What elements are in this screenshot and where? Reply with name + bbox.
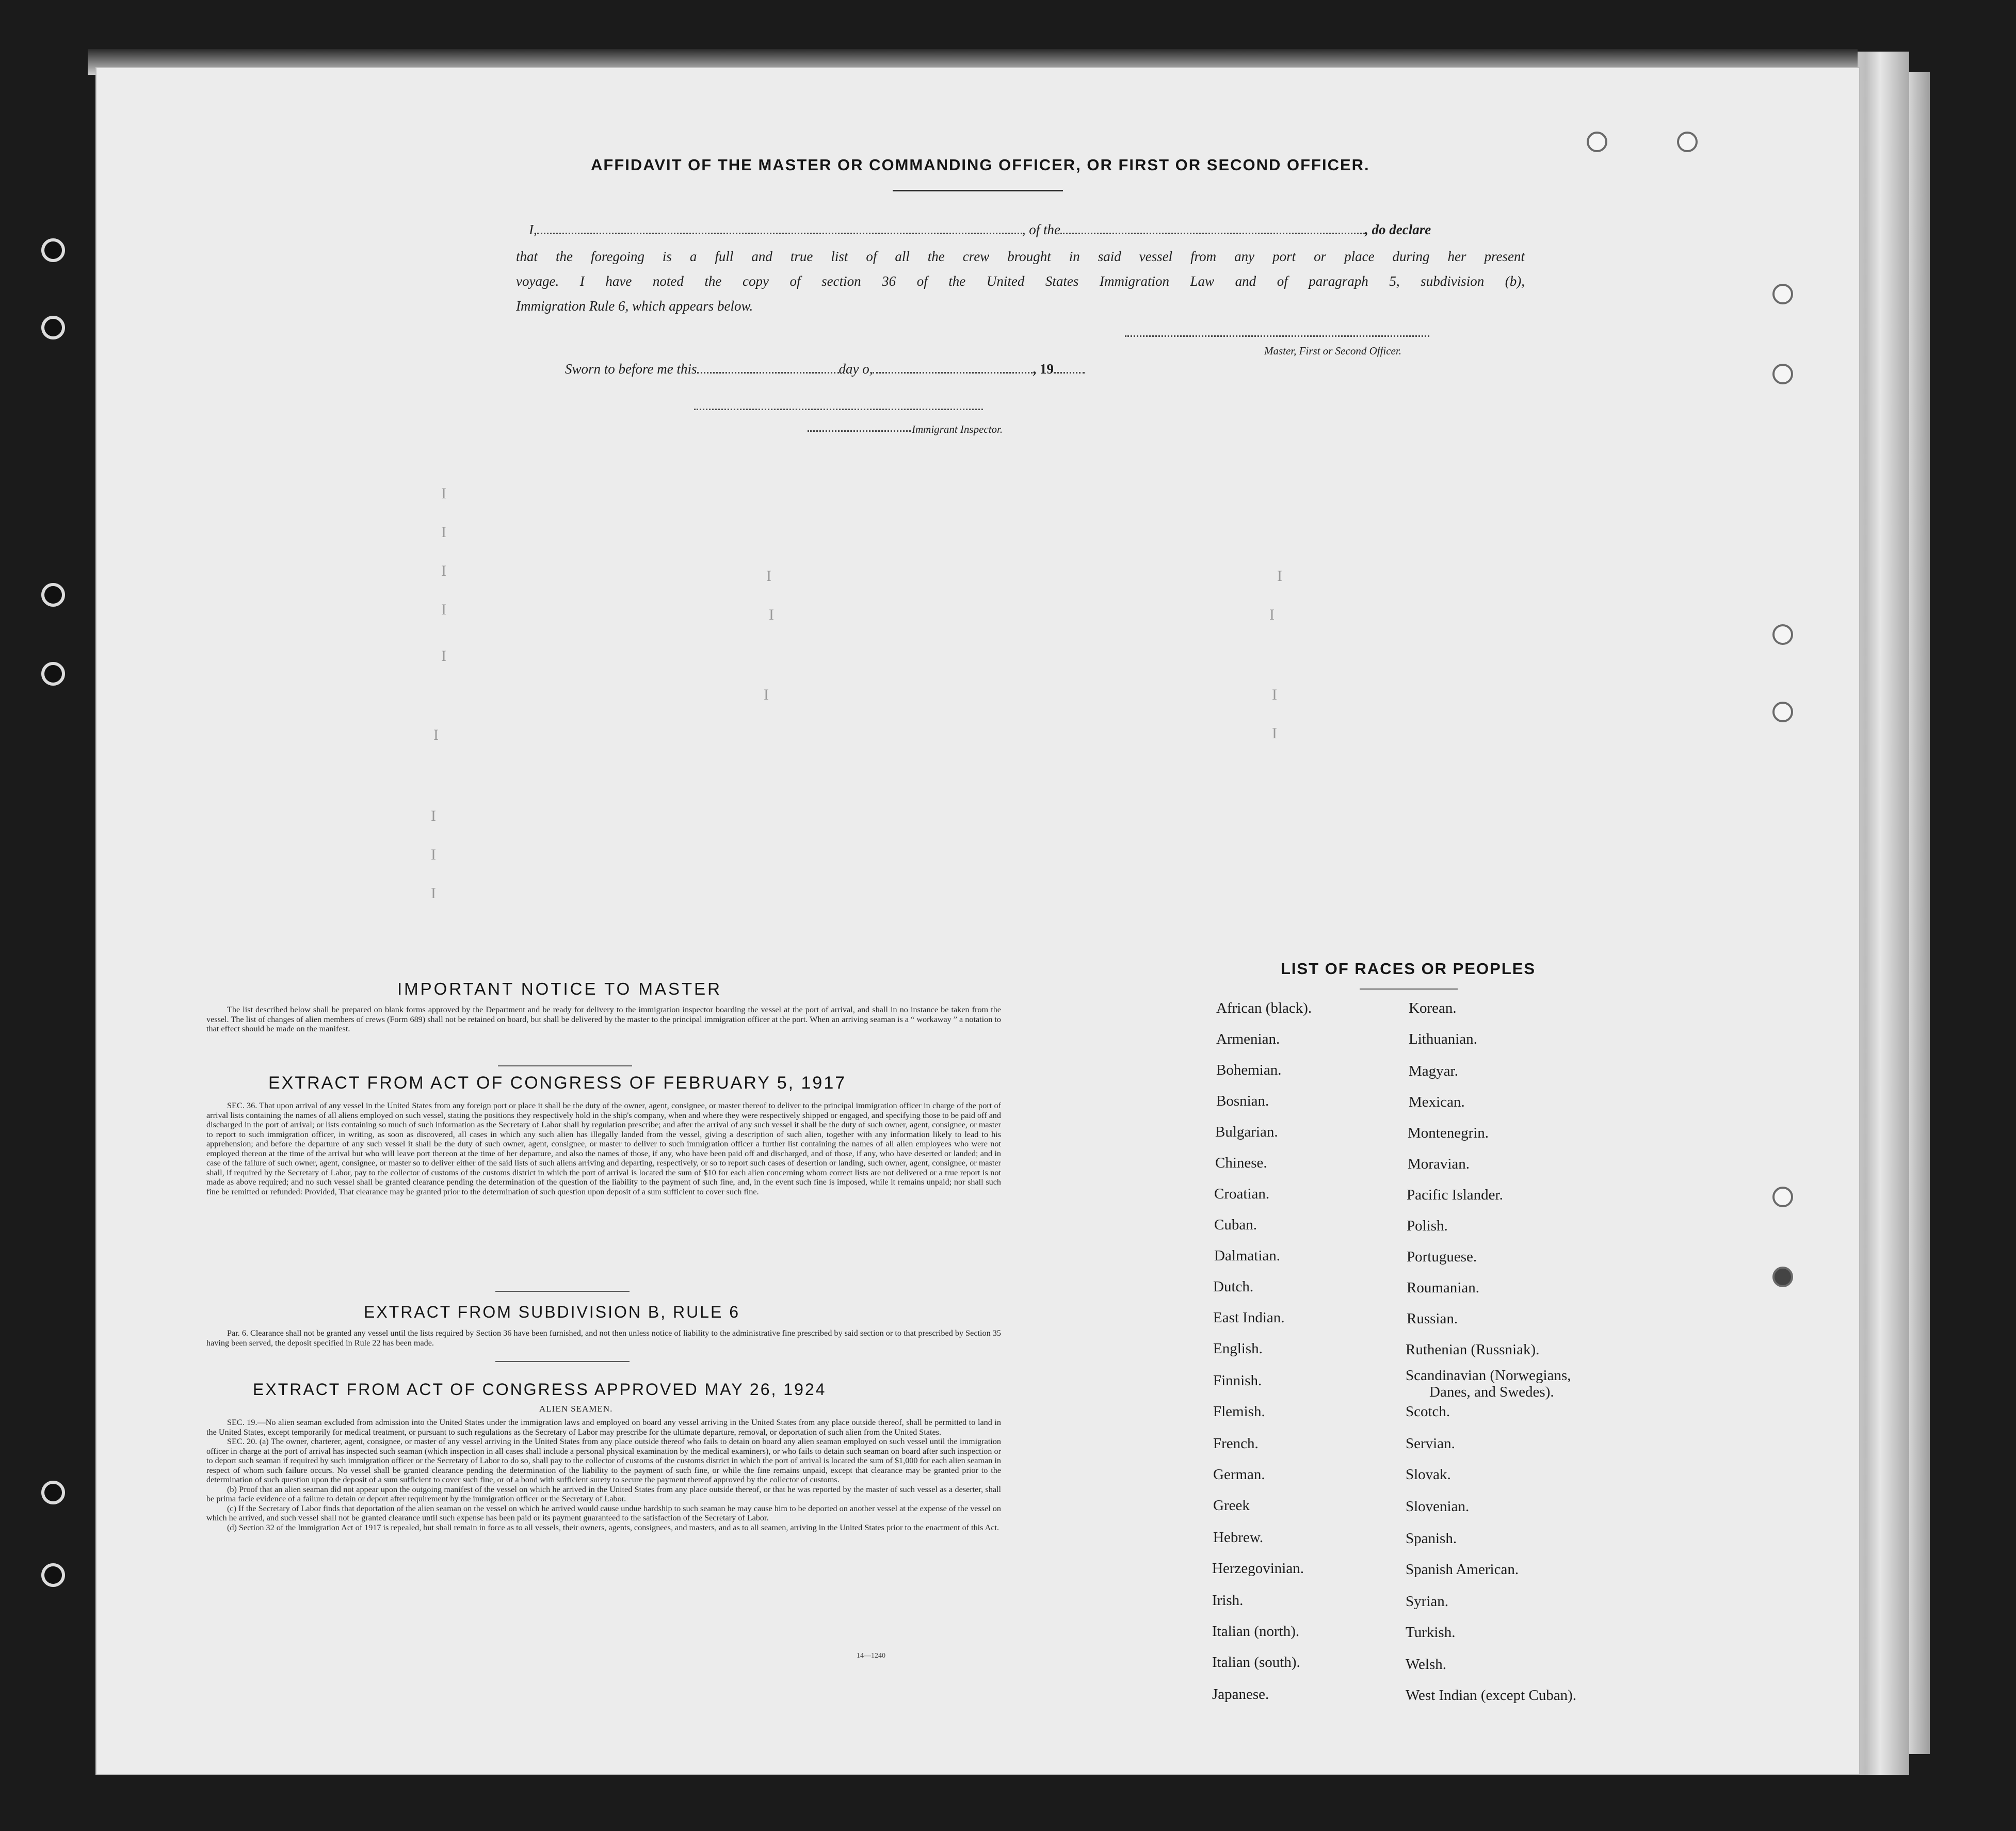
race-item: Welsh. xyxy=(1406,1656,1447,1673)
race-item: Pacific Islander. xyxy=(1407,1187,1503,1203)
race-item: French. xyxy=(1213,1435,1259,1452)
alien-seamen-subtitle: ALIEN SEAMEN. xyxy=(539,1404,613,1414)
race-item: Dutch. xyxy=(1213,1278,1254,1295)
binder-hole xyxy=(41,316,65,339)
race-item: Polish. xyxy=(1407,1218,1448,1234)
inspector-label: Immigrant Inspector. xyxy=(912,423,1003,435)
races-underline xyxy=(1360,989,1458,990)
affidavit-title: AFFIDAVIT OF THE MASTER OR COMMANDING OFFICER, OR FIRST OR SECOND OFFICER. xyxy=(591,156,1370,174)
race-item: Bohemian. xyxy=(1216,1062,1282,1078)
race-item: Chinese. xyxy=(1215,1155,1267,1171)
race-item: East Indian. xyxy=(1213,1309,1285,1326)
ghost-mark: I xyxy=(431,885,436,902)
race-item: African (black). xyxy=(1216,1000,1312,1016)
sec-19-paragraph: SEC. 19.—No alien seaman excluded from admission into the United States under the immigration laws and employed on board any vessel arriving in the United States from any place outside thereof, shall be permitted to land in the United States, except temporarily for medical treatment, or pursuant to such regulations as the Secretary of Labor may prescribe for the ultimate departure, removal, or deportation of such alien from the United States. xyxy=(206,1418,1001,1437)
punch-hole xyxy=(1772,1267,1793,1287)
binder-hole xyxy=(41,238,65,262)
punch-hole xyxy=(1772,624,1793,645)
race-item: Hebrew. xyxy=(1213,1529,1264,1546)
race-item: Japanese. xyxy=(1212,1686,1269,1703)
binder-hole xyxy=(41,1563,65,1587)
race-item: Italian (south). xyxy=(1212,1654,1300,1671)
sworn-day: day o, xyxy=(838,361,873,377)
ghost-mark: I xyxy=(441,601,446,618)
sec-20a-paragraph: SEC. 20. (a) The owner, charterer, agent, consignee, or master of any vessel arriving in the United States from any place outside thereof who fails to detain on board any alien seaman employed on such vessel until the immigration officer in charge at the port of arrival has inspected such seaman (which inspection in all cases shall include a personal physical examination by the medical examiners), or who fails to detain such seaman on board after such inspection or to deport such seaman if required by such immigration officer or the Secretary of Labor to do so, shall pay to the collector of customs of the customs district in which the port of arrival is located the sum of $1,000 for each alien seaman in respect of whom such failure occurs. No vessel shall be granted clearance pending the determination of the liability to the payment of such fine, or while the fine remains unpaid, except that clearance may be granted prior to the determination of such question upon the deposit of a sum sufficient to cover such fine, or of a bond with sufficient surety to secure the payment thereof approved by the collector of customs. xyxy=(206,1437,1001,1484)
race-item: Croatian. xyxy=(1214,1186,1270,1202)
ghost-mark: I xyxy=(431,846,436,863)
extract-rule6-title: EXTRACT FROM SUBDIVISION B, RULE 6 xyxy=(364,1303,740,1321)
punch-hole xyxy=(1587,132,1607,152)
punch-hole xyxy=(1772,284,1793,304)
ghost-mark: I xyxy=(766,568,771,585)
ghost-mark: I xyxy=(441,485,446,502)
ghost-mark: I xyxy=(441,647,446,665)
race-item: Roumanian. xyxy=(1407,1279,1479,1296)
ghost-mark: I xyxy=(1277,568,1282,585)
divider xyxy=(498,1065,632,1066)
extract-1917-title: EXTRACT FROM ACT OF CONGRESS OF FEBRUARY 5, 1917 xyxy=(268,1073,847,1093)
race-item: Syrian. xyxy=(1406,1593,1448,1610)
affidavit-of-the: , of the xyxy=(1022,222,1060,237)
binder-hole xyxy=(41,662,65,686)
affidavit-line-4: Immigration Rule 6, which appears below. xyxy=(516,298,753,314)
race-item: Slovenian. xyxy=(1406,1498,1470,1515)
extract-1924-text xyxy=(206,1418,1001,1532)
ghost-mark: I xyxy=(764,686,769,703)
race-item: Irish. xyxy=(1212,1592,1244,1609)
race-item: German. xyxy=(1213,1466,1265,1483)
race-item: Finnish. xyxy=(1213,1372,1262,1389)
race-item: Ruthenian (Russniak). xyxy=(1406,1341,1540,1358)
race-item: Dalmatian. xyxy=(1214,1247,1281,1264)
race-item: Italian (north). xyxy=(1212,1623,1300,1640)
punch-hole xyxy=(1677,132,1698,152)
race-item: Cuban. xyxy=(1214,1217,1257,1233)
notice-paragraph: The list described below shall be prepared on blank forms approved by the Department and be ready for delivery to the immigration inspector boarding the vessel at the port of arrival, and shall in no instance be taken from the vessel. The list of changes of alien members of crews (Form 689) shall not be retained on board, but shall be delivered by the master to the principal immigration officer at the port. When an arriving seaman is a “ workaway ” a notation to that effect should be made on the manifest. xyxy=(206,1005,1001,1033)
affidavit-line-2: that the foregoing is a full and true list of all the crew brought in said vessel from any port or place during her present xyxy=(516,249,1525,264)
race-item: Armenian. xyxy=(1216,1031,1280,1047)
ghost-mark: I xyxy=(769,606,774,623)
race-item: Slovak. xyxy=(1406,1466,1451,1483)
binder-hole xyxy=(41,1481,65,1504)
ghost-mark: I xyxy=(433,726,439,743)
ghost-mark: I xyxy=(1269,606,1275,623)
race-item: Flemish. xyxy=(1213,1403,1265,1420)
punch-hole xyxy=(1772,702,1793,722)
ghost-mark: I xyxy=(1272,686,1277,703)
sec-20b-paragraph: (b) Proof that an alien seaman did not appear upon the outgoing manifest of the vessel on which he arrived in the United States from any place outside thereof, or that he was reported by the master of such vessel as a deserter, shall be prima facie evidence of a failure to detain or deport after requirement by the immigration officer or the Secretary of Labor. xyxy=(206,1484,1001,1503)
race-item: Bulgarian. xyxy=(1215,1124,1278,1140)
divider xyxy=(495,1361,630,1362)
affidavit-do-declare: , do declare xyxy=(1365,222,1431,237)
race-item: Russian. xyxy=(1407,1310,1458,1327)
race-item: Spanish. xyxy=(1406,1530,1457,1547)
sec-20d-paragraph: (d) Section 32 of the Immigration Act of 1917 is repealed, but shall remain in force as to all vessels, their owners, agents, consignees, and masters, and as to all seamen, arriving in the United States prior to the enactment of this Act. xyxy=(227,1522,999,1532)
race-item: Spanish American. xyxy=(1406,1561,1519,1578)
title-underline xyxy=(893,190,1063,191)
race-item: English. xyxy=(1213,1340,1263,1357)
race-item: Lithuanian. xyxy=(1409,1031,1477,1047)
extract-1917-text xyxy=(206,1101,1001,1196)
extract-1924-title: EXTRACT FROM ACT OF CONGRESS APPROVED MAY 26, 1924 xyxy=(253,1380,827,1399)
race-item: Servian. xyxy=(1406,1435,1455,1452)
ghost-mark: I xyxy=(441,524,446,541)
extract-rule6-text xyxy=(206,1328,1001,1348)
race-item: West Indian (except Cuban). xyxy=(1406,1687,1577,1704)
inspector-dots xyxy=(808,430,911,432)
race-item: Korean. xyxy=(1409,1000,1457,1016)
affidavit-i: I, xyxy=(529,222,537,237)
form-number: 14—1240 xyxy=(857,1652,885,1660)
punch-hole xyxy=(1772,1187,1793,1207)
affidavit-line-3: voyage. I have noted the copy of section 36 of the United States Immigration Law and of paragraph 5, subdivision (b), xyxy=(516,273,1525,289)
sworn-year: , 19 xyxy=(1033,361,1054,377)
race-item: Magyar. xyxy=(1409,1063,1458,1079)
notice-title: IMPORTANT NOTICE TO MASTER xyxy=(397,979,722,998)
race-item: Turkish. xyxy=(1406,1624,1456,1641)
extract-rule6-paragraph: Par. 6. Clearance shall not be granted any vessel until the lists required by Section 36 have been furnished, and not then unless notice of liability to the administrative fine prescribed by said section or to that prescribed by Section 35 having been served, the deposit specified in Rule 22 has been made. xyxy=(206,1328,1001,1348)
ghost-mark: I xyxy=(431,807,436,824)
signature-label: Master, First or Second Officer. xyxy=(1264,345,1401,357)
race-item: Bosnian. xyxy=(1216,1093,1269,1109)
race-item: Danes, and Swedes). xyxy=(1429,1384,1554,1400)
sworn-text: Sworn to before me this xyxy=(565,361,697,377)
sworn-line xyxy=(565,361,1085,377)
race-item: Portuguese. xyxy=(1407,1249,1477,1265)
race-item: Scotch. xyxy=(1406,1403,1450,1420)
race-item: Scandinavian (Norwegians, xyxy=(1406,1367,1571,1384)
race-item: Greek xyxy=(1213,1497,1250,1514)
inspector-signature-line xyxy=(694,409,983,410)
race-item: Mexican. xyxy=(1409,1094,1465,1110)
binder-hole xyxy=(41,583,65,607)
divider xyxy=(495,1291,630,1292)
document-page xyxy=(95,67,1860,1775)
race-item: Montenegrin. xyxy=(1408,1125,1489,1141)
races-title: LIST OF RACES OR PEOPLES xyxy=(1281,960,1536,978)
signature-line xyxy=(1125,335,1429,337)
affidavit-line-1 xyxy=(529,222,1431,238)
race-item: Moravian. xyxy=(1408,1156,1470,1172)
ghost-mark: I xyxy=(441,562,446,579)
punch-hole xyxy=(1772,364,1793,384)
ghost-mark: I xyxy=(1272,725,1277,742)
extract-1917-paragraph: SEC. 36. That upon arrival of any vessel in the United States from any foreign port or place it shall be the duty of the owner, agent, consignee, or master thereof to deliver to the principal immigration officer in charge of the port of arrival lists containing the names of all aliens employed on such vessel, stating the positions they respectively hold in the ship's company, when and where they were respectively shipped or engaged, and specifying those to be paid off and discharged in the port of arrival; or lists containing so much of such information as the Secretary of Labor shall by regulation prescribe; and after the arrival of any such vessel it shall be the duty of such owner, agent, consignee, or master to report to such immigration officer, in writing, as soon as discovered, all cases in which any such alien has illegally landed from the vessel, giving a description of such alien, together with any information likely to lead to his apprehension; and before the departure of any such vessel it shall be the duty of such owner, agent, consignee, or master to deliver to such immigration officer a further list containing the names of all alien employees who were not employed thereon at the time of the arrival but who will leave port thereon at the time of her departure, and also the names of those, if any, who have been paid off and discharged, and of those, if any, who have deserted or landed; and in case of the failure of such owner, agent, consignee, or master so to deliver either of the said lists of such aliens arriving and departing, respectively, or so to report such cases of desertion or landing, such owner, agent, consignee, or master shall, if required by the Secretary of Labor, pay to the collector of customs of the customs district in which the port of arrival is located the sum of $10 for each alien concerning whom correct lists are not delivered or a true report is not made as above required; and no such vessel shall be granted clearance pending the determination of the question of the liability to the payment of such fine, and, in the event such fine is imposed, while it remains unpaid; nor shall such fine be remitted or refunded: Provided, That clearance may be granted prior to the determination of such question upon deposit of a sum sufficient to cover such fine. xyxy=(206,1101,1001,1196)
notice-text xyxy=(206,1005,1001,1034)
sec-20c-paragraph: (c) If the Secretary of Labor finds that deportation of the alien seaman on the vessel on which he arrived would cause undue hardship to such seaman he may cause him to be deported on another vessel at the expense of the vessel on which he arrived, and such vessel shall not be granted clearance until such expense has been paid or its payment guaranteed to the satisfaction of the Secretary of Labor. xyxy=(206,1503,1001,1522)
race-item: Herzegovinian. xyxy=(1212,1560,1304,1577)
